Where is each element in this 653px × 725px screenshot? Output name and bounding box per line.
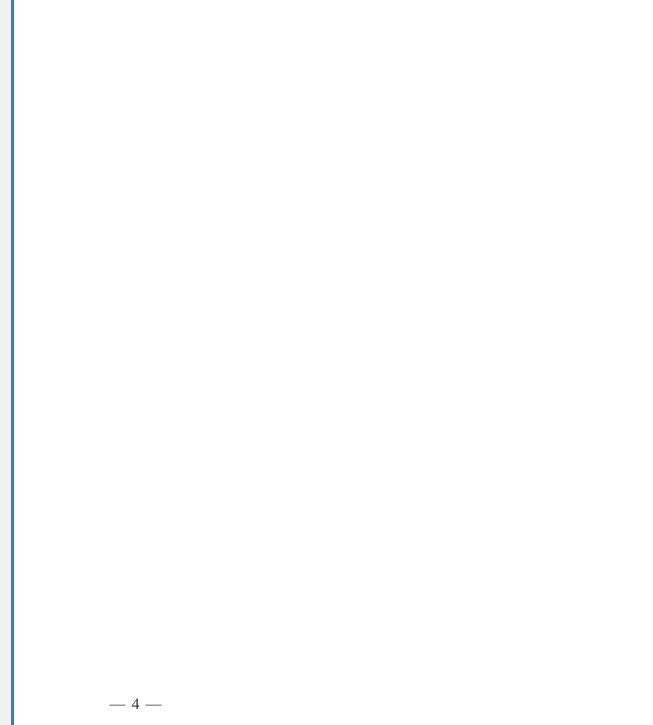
accent-line: [11, 0, 14, 725]
page-number: — 4 —: [109, 696, 163, 713]
page-margin-strip: [0, 0, 11, 725]
